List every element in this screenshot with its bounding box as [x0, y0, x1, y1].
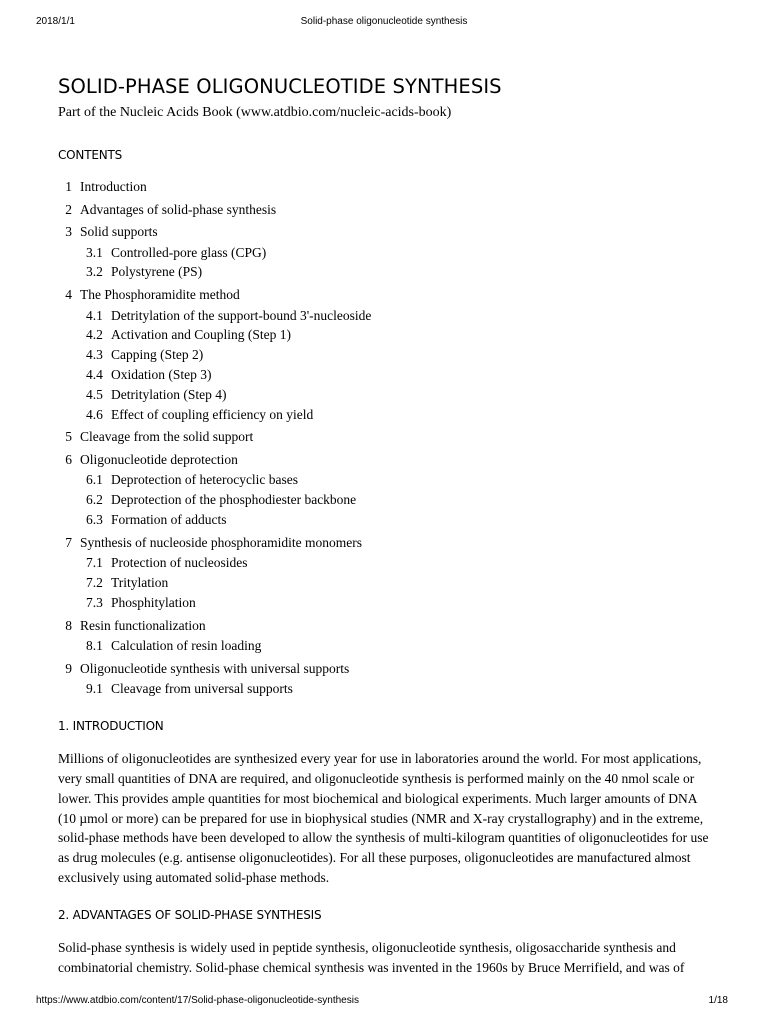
toc-sublink[interactable]: Deprotection of the phosphodiester backbone [111, 492, 357, 508]
toc-sublink[interactable]: Detritylation of the support-bound 3'-nucleoside [111, 307, 372, 323]
toc-link[interactable]: Solid supports [80, 224, 158, 239]
toc-sublink[interactable]: Effect of coupling efficiency on yield [111, 406, 314, 422]
toc-sublink[interactable]: Detritylation (Step 4) [111, 386, 227, 402]
toc-subitem-number: 8.1 [86, 638, 103, 654]
toc-item [58, 201, 718, 220]
toc-sublink[interactable]: Tritylation [111, 575, 169, 591]
toc-sublist [58, 636, 718, 656]
page-title: SOLID-PHASE OLIGONUCLEOTIDE SYNTHESIS [58, 75, 502, 98]
toc-subitem [58, 510, 718, 530]
toc-subitem [58, 679, 718, 699]
print-date: 2018/1/1 [36, 16, 75, 27]
toc-sublink[interactable]: Protection of nucleosides [111, 555, 248, 571]
toc-link[interactable]: Resin functionalization [80, 617, 206, 633]
toc-item [58, 428, 718, 447]
toc-sublink[interactable]: Polystyrene (PS) [111, 264, 203, 280]
contents-heading: CONTENTS [58, 148, 123, 162]
toc-link[interactable]: Advantages of solid-phase synthesis [80, 201, 277, 217]
toc-subitem [58, 636, 718, 656]
toc-subitem-number: 7.3 [86, 594, 103, 610]
toc-subitem [58, 306, 718, 326]
toc-item-number: 5 [65, 429, 72, 445]
section-text-advantages: Solid-phase synthesis is widely used in peptide synthesis, oligonucleotide synthesis, oligosaccharide synthesis and combinatorial chemistry. Solid-phase chemical synthesis was invented in the 1960s by Bruce Merrifield, and was of [58, 939, 685, 975]
toc-subitem [58, 385, 718, 405]
print-page-number: 1/18 [708, 995, 728, 1006]
toc-link[interactable]: Introduction [80, 179, 147, 194]
toc-sublist [58, 306, 718, 425]
toc-sublink[interactable]: Deprotection of heterocyclic bases [111, 472, 299, 488]
toc-item [58, 223, 718, 282]
toc-subitem [58, 262, 718, 282]
print-header [0, 16, 768, 30]
toc-item [58, 286, 718, 424]
toc-link[interactable]: Cleavage from the solid support [80, 429, 254, 445]
toc-subitem-number: 6.1 [86, 472, 103, 488]
toc-link[interactable]: Oligonucleotide synthesis with universal supports [80, 660, 350, 676]
toc-subitem [58, 553, 718, 573]
section-text-introduction: Millions of oligonucleotides are synthesized every year for use in laboratories around the world. For most applications, very small quantities of DNA are required, and oligonucleotide synthesis is performed mainly on the 40 nmol scale or lower. This provides ample quantities for most biochemical and biological experiments. Much larger amounts of DNA (10 µmol or more) can be prepared for use in biophysical studies (NMR and X-ray crystallography) and in the extreme, solid-phase methods have been developed to allow the synthesis of multi-kilogram quantities of oligonucleotides for use as drug molecules (e.g. antisense oligonucleotides). For all these purposes, oligonucleotides are manufactured almost exclusively using automated solid-phase methods. [58, 751, 709, 886]
toc-link[interactable]: Synthesis of nucleoside phosphoramidite monomers [80, 534, 362, 550]
toc-item-number: 4 [65, 287, 72, 303]
toc-subitem-number: 4.1 [86, 307, 103, 323]
toc-item-number: 1 [65, 179, 72, 194]
toc-subitem-number: 3.2 [86, 264, 103, 280]
toc-subitem-number: 4.6 [86, 406, 103, 422]
document-body [58, 72, 718, 977]
toc-sublink[interactable]: Cleavage from universal supports [111, 681, 293, 697]
toc-item [58, 451, 718, 530]
toc-subitem [58, 365, 718, 385]
toc-subitem [58, 593, 718, 613]
toc-subitem-number: 7.2 [86, 575, 103, 591]
toc-item-number: 8 [65, 617, 72, 633]
toc-subitem-number: 6.2 [86, 492, 103, 508]
toc-subitem [58, 490, 718, 510]
toc-sublink[interactable]: Capping (Step 2) [111, 347, 204, 363]
toc-item [58, 178, 718, 197]
toc-subitem [58, 405, 718, 425]
toc-item-number: 7 [65, 534, 72, 550]
toc-sublist [58, 679, 718, 699]
toc-subitem-number: 6.3 [86, 511, 103, 527]
table-of-contents [58, 178, 718, 699]
section-heading-advantages: 2. ADVANTAGES OF SOLID-PHASE SYNTHESIS [58, 907, 322, 922]
toc-item-number: 2 [65, 201, 72, 217]
toc-subitem [58, 325, 718, 345]
toc-subitem-number: 4.5 [86, 386, 103, 402]
toc-subitem [58, 243, 718, 263]
toc-item [58, 660, 718, 699]
toc-item [58, 617, 718, 656]
toc-subitem [58, 573, 718, 593]
toc-sublink[interactable]: Controlled-pore glass (CPG) [111, 244, 267, 260]
toc-sublist [58, 553, 718, 612]
print-page-title: Solid-phase oligonucleotide synthesis [300, 16, 468, 27]
toc-subitem-number: 4.4 [86, 366, 103, 382]
toc-link[interactable]: Oligonucleotide deprotection [80, 451, 238, 467]
toc-item [58, 534, 718, 613]
toc-subitem-number: 7.1 [86, 555, 103, 571]
toc-item-number: 6 [65, 451, 72, 467]
toc-subitem [58, 345, 718, 365]
toc-sublist [58, 470, 718, 529]
toc-sublink[interactable]: Formation of adducts [111, 511, 227, 527]
toc-subitem-number: 9.1 [86, 681, 103, 697]
toc-sublink[interactable]: Activation and Coupling (Step 1) [111, 327, 291, 343]
print-url: https://www.atdbio.com/content/17/Solid-phase-oligonucleotide-synthesis [36, 995, 359, 1006]
section-heading-introduction: 1. INTRODUCTION [58, 719, 164, 734]
toc-sublist [58, 243, 718, 283]
toc-link[interactable]: The Phosphoramidite method [80, 287, 240, 303]
toc-item-number: 9 [65, 660, 72, 676]
toc-subitem [58, 470, 718, 490]
toc-item-number: 3 [65, 224, 72, 239]
toc-sublink[interactable]: Phosphitylation [111, 594, 196, 610]
toc-sublink[interactable]: Calculation of resin loading [111, 638, 262, 654]
toc-subitem-number: 4.2 [86, 327, 103, 343]
toc-subitem-number: 3.1 [86, 244, 103, 260]
toc-subitem-number: 4.3 [86, 347, 103, 363]
print-footer [0, 995, 768, 1009]
page-subtitle: Part of the Nucleic Acids Book (www.atdbio.com/nucleic-acids-book) [58, 105, 452, 120]
toc-sublink[interactable]: Oxidation (Step 3) [111, 366, 212, 382]
